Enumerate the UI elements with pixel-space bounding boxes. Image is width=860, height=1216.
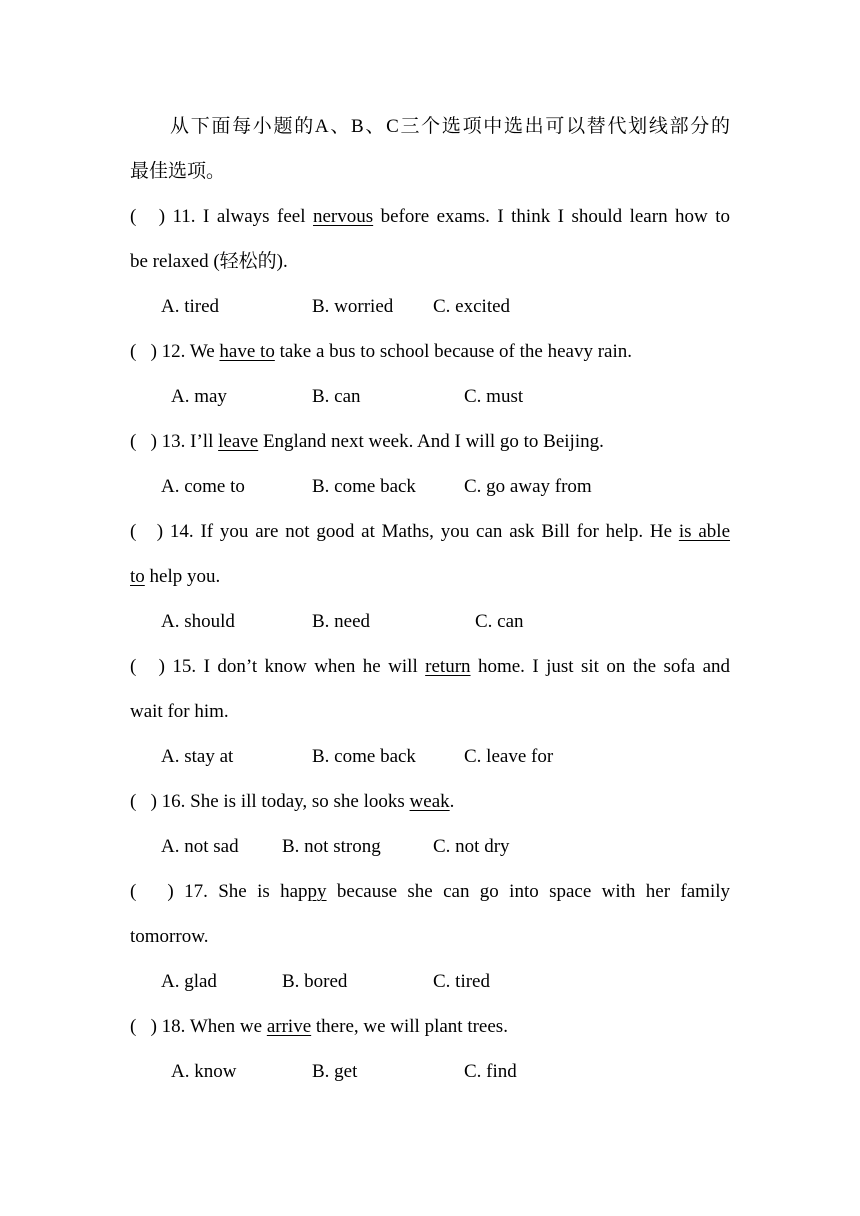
underlined-word: to [130,566,145,587]
option-b: B. come back [312,746,416,767]
option-a: A. stay at [161,746,234,767]
question-14-continuation: to help you. [130,566,221,587]
option-a: A. may [171,386,227,407]
option-c: C. can [475,611,524,632]
option-a: A. know [171,1061,237,1082]
option-a: A. glad [161,971,217,992]
question-14: ( ) 14. If you are not good at Maths, you can ask Bill for help. He is able [130,521,731,542]
instruction-line-2: 最佳选项。 [130,161,226,182]
question-number: ( ) 17. [130,881,208,902]
option-b: B. not strong [282,836,381,857]
question-number: ( ) 15. [130,656,197,677]
question-13: ( ) 13. I’ll leave England next week. And I will go to Beijing. [130,431,604,452]
option-b: B. get [312,1061,358,1082]
question-11: ( ) 11. I always feel nervous before exams. I think I should learn how to [130,206,730,227]
instruction-line-1: 从下面每小题的A、B、C三个选项中选出可以替代划线部分的 [170,116,730,137]
option-a: A. should [161,611,235,632]
question-number: ( ) 18. [130,1016,186,1037]
question-17: ( ) 17. She is happy because she can go into space with her family [130,881,730,902]
question-number: ( ) 12. [130,341,186,362]
question-15-continuation: wait for him. [130,701,229,722]
question-number: ( ) 11. [130,206,196,227]
option-b: B. need [312,611,371,632]
underlined-word: return [425,656,471,677]
underlined-word: is able [678,521,731,542]
option-a: A. not sad [161,836,239,857]
question-12: ( ) 12. We have to take a bus to school because of the heavy rain. [130,341,633,362]
underlined-word: weak [409,791,450,812]
question-number: ( ) 14. [130,521,194,542]
option-c: C. must [464,386,524,407]
question-18: ( ) 18. When we arrive there, we will plant trees. [130,1016,508,1037]
question-11-continuation: be relaxed (轻松的). [130,251,288,272]
option-b: B. bored [282,971,348,992]
option-b: B. come back [312,476,416,497]
option-c: C. tired [433,971,490,992]
question-16: ( ) 16. She is ill today, so she looks weak. [130,791,455,812]
option-a: A. tired [161,296,220,317]
option-b: B. worried [312,296,394,317]
option-c: C. find [464,1061,517,1082]
option-c: C. leave for [464,746,554,767]
underlined-word: py [307,881,327,902]
underlined-word: nervous [312,206,374,227]
option-c: C. go away from [464,476,592,497]
underlined-word: have to [219,341,275,362]
option-a: A. come to [161,476,245,497]
question-15: ( ) 15. I don’t know when he will return home. I just sit on the sofa and [130,656,730,677]
option-c: C. excited [433,296,511,317]
underlined-word: arrive [266,1016,312,1037]
question-number: ( ) 13. [130,431,186,452]
option-b: B. can [312,386,361,407]
question-number: ( ) 16. [130,791,186,812]
option-c: C. not dry [433,836,510,857]
question-17-continuation: tomorrow. [130,926,209,947]
underlined-word: leave [218,431,259,452]
